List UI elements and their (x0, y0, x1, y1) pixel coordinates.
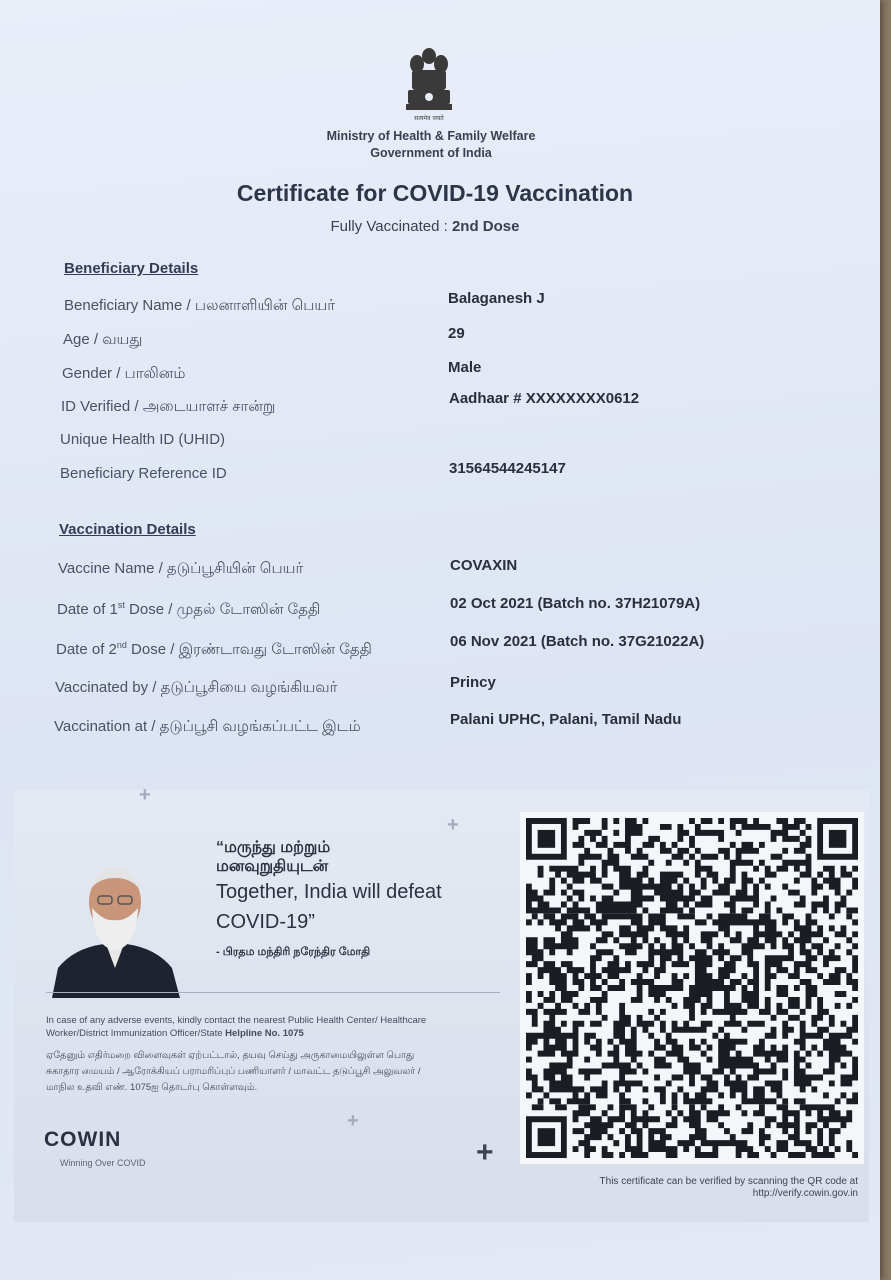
verification-text: This certificate can be verified by scanning the QR code at (599, 1176, 858, 1187)
first-dose-label-sup: st (117, 600, 125, 610)
svg-text:सत्यमेव जयते: सत्यमेव जयते (414, 115, 444, 122)
second-dose-label-post: Dose / இரண்டாவது டோஸின் தேதி (126, 641, 372, 658)
plus-decoration-icon: + (347, 1110, 359, 1132)
divider (46, 992, 500, 993)
id-verified-value: Aadhaar # XXXXXXXX0612 (449, 390, 640, 407)
plus-decoration-icon: + (447, 814, 459, 836)
gender-value: Male (448, 359, 482, 376)
government-name: Government of India (370, 146, 492, 160)
second-dose-label-sup: nd (116, 640, 127, 650)
quote-tamil-line1: “மருந்து மற்றும் (216, 839, 331, 856)
first-dose-label (57, 600, 320, 620)
quote-block (216, 838, 506, 960)
beneficiary-section-title: Beneficiary Details (64, 260, 199, 277)
quote-english-line2: COVID-19” (216, 911, 315, 933)
helpline-number: Helpline No. 1075 (225, 1028, 304, 1039)
advisory-tamil-line2: சுகாதார மையம் / ஆரோக்கியப் பராமரிப்புப் பணியாளர் / மாவட்ட தடுப்பூசி அலுவலர் / (46, 1066, 421, 1077)
uhid-label: Unique Health ID (UHID) (60, 431, 226, 448)
advisory-english-text: In case of any adverse events, kindly contact the nearest Public Health Center/ Healthcare Worker/District Immunization Officer/State (46, 1015, 427, 1039)
second-dose-label (56, 640, 372, 660)
reference-id-value: 31564544245147 (449, 460, 566, 477)
certificate-title: Certificate for COVID-19 Vaccination (236, 180, 634, 206)
age-label: Age / வயது (63, 331, 143, 348)
vaccine-name-label: Vaccine Name / தடுப்பூசியின் பெயர் (58, 560, 304, 577)
quote-english-line1: Together, India will defeat (216, 881, 442, 903)
vaccination-at-value: Palani UPHC, Palani, Tamil Nadu (450, 711, 682, 728)
advisory-tamil (46, 1048, 486, 1096)
vaccination-at-label: Vaccination at / தடுப்பூசி வழங்கப்பட்ட இடம் (54, 718, 361, 735)
ministry-heading (300, 128, 562, 162)
vaccination-section-title: Vaccination Details (59, 521, 196, 538)
verification-url: http://verify.cowin.gov.in (752, 1188, 858, 1199)
reference-id-label: Beneficiary Reference ID (60, 465, 227, 482)
first-dose-value: 02 Oct 2021 (Batch no. 37H21079A) (450, 595, 701, 612)
cowin-logo: COWIN (44, 1128, 122, 1151)
vaccinated-by-value: Princy (450, 674, 496, 691)
qr-code-icon (520, 812, 864, 1164)
cowin-tagline: Winning Over COVID (60, 1158, 146, 1168)
national-emblem-icon (402, 44, 456, 124)
vaccination-status (250, 218, 600, 235)
vaccination-status-value: 2nd Dose (451, 218, 520, 235)
beneficiary-name-value: Balaganesh J (448, 290, 545, 307)
vaccine-name-value: COVAXIN (450, 557, 518, 574)
second-dose-value: 06 Nov 2021 (Batch no. 37G21022A) (450, 633, 705, 650)
age-value: 29 (448, 325, 465, 342)
plus-decoration-icon: + (476, 1136, 494, 1169)
first-dose-label-post: Dose / முதல் டோஸின் தேதி (124, 601, 321, 618)
id-verified-label: ID Verified / அடையாளச் சான்று (61, 398, 276, 415)
second-dose-label-pre: Date of 2 (56, 641, 117, 658)
prime-minister-portrait (44, 856, 186, 998)
first-dose-label-pre: Date of 1 (57, 601, 118, 618)
quote-tamil-line2: மனவுறுதியுடன் (216, 858, 329, 875)
plus-decoration-icon: + (139, 784, 151, 806)
advisory-english (46, 1014, 486, 1040)
vaccination-status-prefix: Fully Vaccinated : (330, 218, 452, 235)
advisory-tamil-line1: ஏதேனும் எதிர்மறை விளைவுகள் ஏற்பட்டால், தயவு செய்து அருகாமையிலுள்ள பொது (46, 1050, 415, 1061)
qr-code-graphic (520, 812, 864, 1164)
advisory-tamil-line3: மாநில உதவி எண். 1075ஐ தொடர்பு கொள்ளவும். (46, 1082, 258, 1093)
beneficiary-name-label: Beneficiary Name / பலனாளியின் பெயர் (64, 297, 336, 314)
gender-label: Gender / பாலினம் (62, 365, 186, 382)
quote-attribution: - பிரதம மந்திரி நரேந்திர மோதி (216, 946, 371, 958)
verification-note (530, 1176, 858, 1200)
ministry-name: Ministry of Health & Family Welfare (326, 129, 536, 143)
vaccinated-by-label: Vaccinated by / தடுப்பூசியை வழங்கியவர் (55, 679, 338, 696)
